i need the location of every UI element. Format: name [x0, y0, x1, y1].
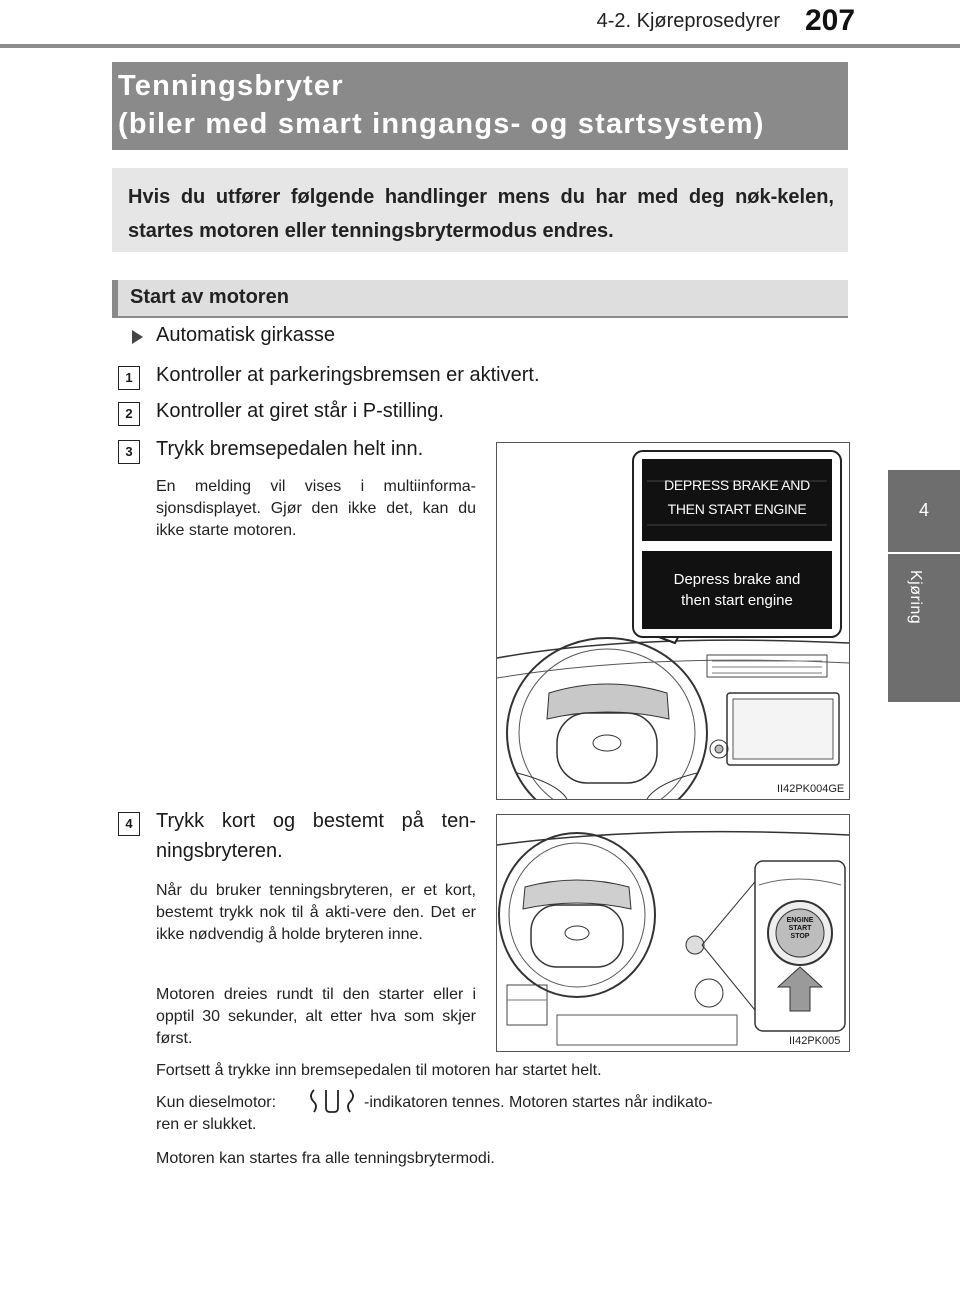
step-number-3: 3 — [118, 440, 140, 464]
step-2-text: Kontroller at giret står i P-stilling. — [156, 400, 444, 422]
glow-plug-indicator-icon — [306, 1086, 358, 1114]
page-title-line2: (biler med smart inngangs- og startsystem) — [118, 108, 765, 140]
step-number-2: 2 — [118, 402, 140, 426]
start-button-line3: STOP — [790, 933, 810, 940]
step-4-note-1: Når du bruker tenningsbryteren, er et kort, bestemt trykk nok til å akti-vere den. Det er ikke nødvendig å holde bryteren inne. — [156, 882, 476, 943]
paragraph-diesel-label: Kun dieselmotor: — [156, 1094, 277, 1111]
display-caption-line2: then start engine — [681, 592, 793, 609]
step-4-text-line2: ningsbryteren. — [156, 840, 283, 862]
subheading: Start av motoren — [130, 286, 289, 308]
display-message-line1: DEPRESS BRAKE AND — [664, 477, 810, 493]
start-button-line2: START — [788, 925, 812, 932]
header-rule — [0, 44, 960, 48]
step-3-note: En melding vil vises i multiinforma-sjonsdisplayet. Gjør den ikke det, kan du ikke starte motoren. — [156, 478, 476, 539]
step-1-text: Kontroller at parkeringsbremsen er aktivert. — [156, 364, 540, 386]
start-button-label[interactable] — [782, 917, 818, 941]
step-3-text: Trykk bremsepedalen helt inn. — [156, 438, 424, 460]
start-button-line1: ENGINE — [786, 917, 814, 924]
page-title-line1: Tenningsbryter — [118, 70, 344, 102]
step-4-note-2: Motoren dreies rundt til den starter eller i opptil 30 sekunder, alt etter hva som skjer først. — [156, 986, 476, 1047]
paragraph-diesel-text-2: ren er slukket. — [156, 1116, 257, 1133]
bullet-arrow-icon — [132, 330, 143, 344]
step-number-1: 1 — [118, 366, 140, 390]
chapter-tab-divider — [888, 552, 960, 554]
page-number: 207 — [805, 4, 856, 37]
chapter-number: 4 — [918, 500, 929, 520]
display-message-line2: THEN START ENGINE — [667, 501, 807, 517]
paragraph-brake: Fortsett å trykke inn bremsepedalen til motoren har startet helt. — [156, 1062, 602, 1079]
figure-engine-start-button — [496, 814, 850, 1052]
step-4-text-line1: Trykk kort og bestemt på ten- — [156, 810, 476, 832]
section-title: 4-2. Kjøreprosedyrer — [596, 10, 780, 32]
paragraph-diesel-text: -indikatoren tennes. Motoren startes når indikato- — [364, 1094, 713, 1111]
bullet-label: Automatisk girkasse — [156, 324, 335, 346]
figure-code: II42PK004GE — [777, 783, 845, 795]
paragraph-modes: Motoren kan startes fra alle tenningsbrytermodi. — [156, 1150, 495, 1167]
figure-code: II42PK005 — [789, 1035, 841, 1047]
step-number-4: 4 — [118, 812, 140, 836]
chapter-label: Kjøring — [907, 570, 924, 625]
dashboard-illustration — [497, 443, 849, 799]
intro-text: Hvis du utfører følgende handlinger mens du har med deg nøk-kelen, startes motoren eller tenningsbrytermodus endres. — [128, 186, 834, 242]
display-caption-line1: Depress brake and — [673, 571, 801, 588]
figure-multi-info-display — [496, 442, 850, 800]
subheading-marker — [112, 280, 118, 318]
